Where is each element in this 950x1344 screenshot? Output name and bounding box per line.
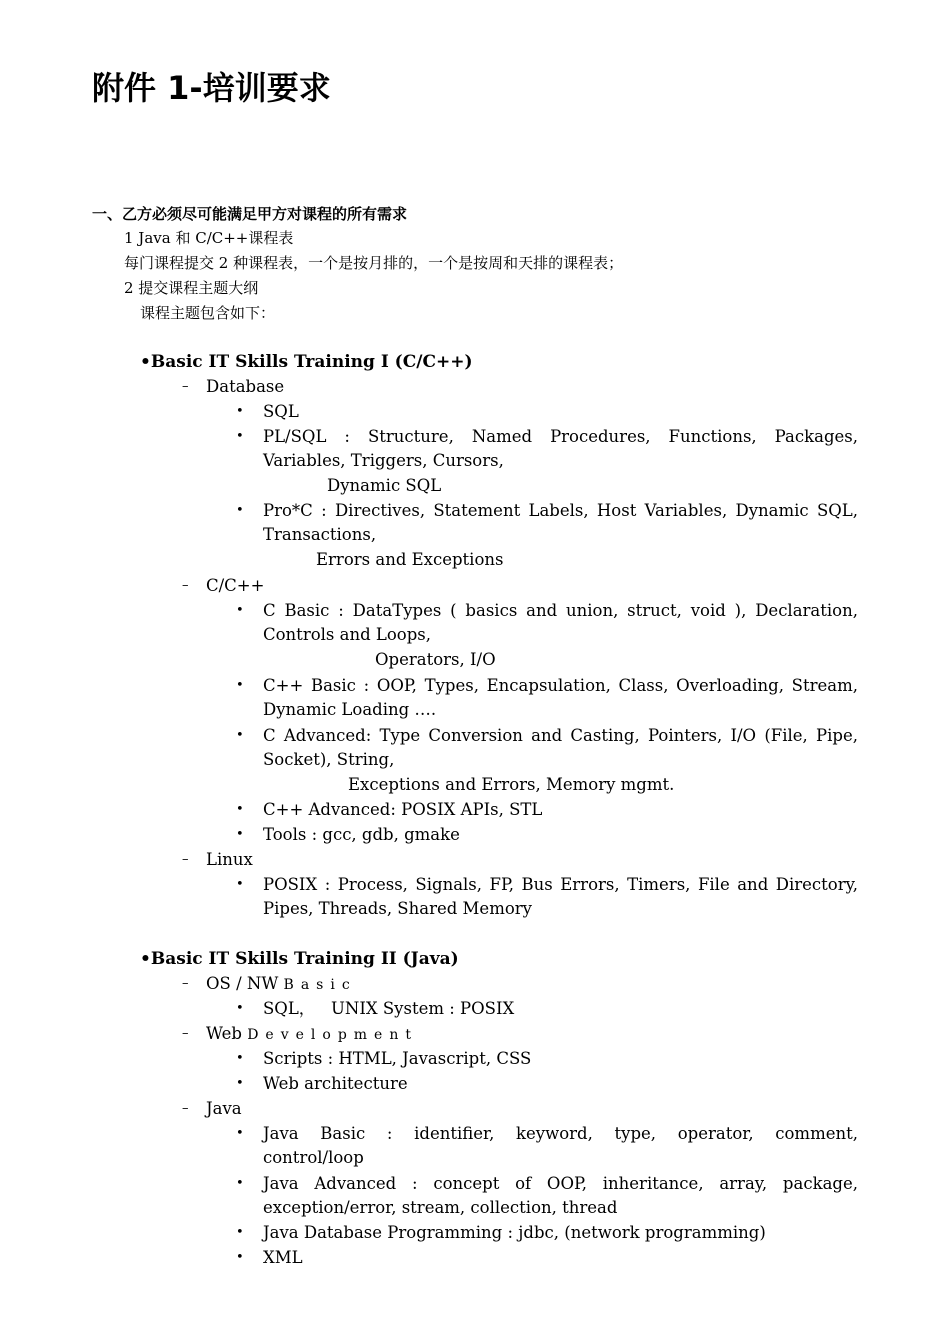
item-java-database: Java Database Programming : jdbc, (network programming): [263, 1223, 766, 1242]
item-java-advanced: Java Advanced : concept of OOP, inheritance, array, package,: [263, 1174, 858, 1193]
item-c-basic-cont: Operators, I/O: [375, 650, 496, 669]
bullet-marker: •: [236, 1001, 244, 1016]
item-posix: POSIX : Process, Signals, FP, Bus Errors, Timers, File and Directory,: [263, 875, 858, 894]
item-scripts: Scripts : HTML, Javascript, CSS: [263, 1049, 532, 1068]
dash-marker: –: [182, 1026, 189, 1041]
topic-cpp: C/C++: [206, 576, 265, 595]
dash-marker: –: [182, 852, 189, 867]
item-c-advanced: C Advanced: Type Conversion and Casting, Pointers, I/O (File, Pipe,: [263, 726, 858, 745]
item-web-architecture: Web architecture: [263, 1074, 408, 1093]
course-2-title: •Basic IT Skills Training II (Java): [140, 949, 459, 969]
item-plsql-cont: Dynamic SQL: [327, 476, 442, 495]
bullet-marker: •: [236, 429, 244, 444]
item-cpp-basic-cont: Dynamic Loading ….: [263, 700, 437, 719]
dash-marker: –: [182, 578, 189, 593]
dash-marker: –: [182, 1101, 189, 1116]
item-java-advanced-cont: exception/error, stream, collection, thread: [263, 1198, 618, 1217]
bullet-marker: •: [236, 1051, 244, 1066]
section-heading: 一、乙方必须尽可能满足甲方对课程的所有需求: [92, 205, 408, 223]
item-plsql-cont: Variables, Triggers, Cursors,: [263, 451, 504, 470]
bullet-marker: •: [236, 802, 244, 817]
course-1-title: •Basic IT Skills Training I (C/C++): [140, 352, 473, 372]
item-proc: Pro*C : Directives, Statement Labels, Host Variables, Dynamic SQL,: [263, 501, 858, 520]
item-posix-cont: Pipes, Threads, Shared Memory: [263, 899, 532, 918]
item-2-description: 课程主题包含如下：: [140, 304, 276, 322]
bullet-marker: •: [236, 877, 244, 892]
bullet-marker: •: [236, 1225, 244, 1240]
item-c-basic: C Basic : DataTypes ( basics and union, struct, void ), Declaration,: [263, 601, 858, 620]
topic-web-main: Web: [206, 1024, 242, 1043]
dash-marker: –: [182, 379, 189, 394]
item-cpp-basic: C++ Basic : OOP, Types, Encapsulation, Class, Overloading, Stream,: [263, 676, 858, 695]
bullet-marker: •: [236, 728, 244, 743]
bullet-marker: •: [236, 503, 244, 518]
item-sql-unix: SQL， UNIX System : POSIX: [263, 999, 515, 1018]
topic-database: Database: [206, 377, 285, 396]
topic-web-spaced: Development: [247, 1027, 418, 1043]
item-2-title: 2 提交课程主题大纲: [124, 279, 259, 297]
bullet-marker: •: [236, 678, 244, 693]
item-tools: Tools : gcc, gdb, gmake: [263, 825, 460, 844]
page-title: 附件 1-培训要求: [92, 69, 331, 107]
item-cpp-advanced: C++ Advanced: POSIX APIs, STL: [263, 800, 543, 819]
item-xml: XML: [263, 1248, 303, 1267]
topic-web: [206, 1022, 418, 1047]
item-proc-cont: Transactions,: [263, 525, 377, 544]
bullet-marker: •: [236, 827, 244, 842]
topic-java: Java: [206, 1099, 242, 1118]
item-sql: SQL: [263, 402, 299, 421]
dash-marker: –: [182, 976, 189, 991]
item-c-advanced-cont: Socket), String,: [263, 750, 395, 769]
item-plsql: PL/SQL : Structure, Named Procedures, Functions, Packages,: [263, 427, 858, 446]
bullet-marker: •: [236, 603, 244, 618]
bullet-marker: •: [236, 1126, 244, 1141]
bullet-marker: •: [236, 1076, 244, 1091]
bullet-marker: •: [236, 1250, 244, 1265]
item-java-basic-cont: control/loop: [263, 1148, 364, 1167]
item-1-title: 1 Java 和 C/C++课程表: [124, 229, 294, 247]
topic-os-nw-spaced: Basic: [283, 977, 357, 993]
item-c-advanced-cont: Exceptions and Errors, Memory mgmt.: [348, 775, 675, 794]
item-proc-cont: Errors and Exceptions: [316, 550, 504, 569]
item-java-basic: Java Basic : identifier, keyword, type, operator, comment,: [263, 1124, 858, 1143]
bullet-marker: •: [236, 1176, 244, 1191]
topic-os-nw-main: OS / NW: [206, 974, 279, 993]
bullet-marker: •: [236, 404, 244, 419]
item-c-basic-cont: Controls and Loops,: [263, 625, 431, 644]
topic-linux: Linux: [206, 850, 253, 869]
item-1-description: 每门课程提交 2 种课程表，一个是按月排的，一个是按周和天排的课程表；: [124, 254, 624, 272]
topic-os-nw: [206, 972, 357, 997]
